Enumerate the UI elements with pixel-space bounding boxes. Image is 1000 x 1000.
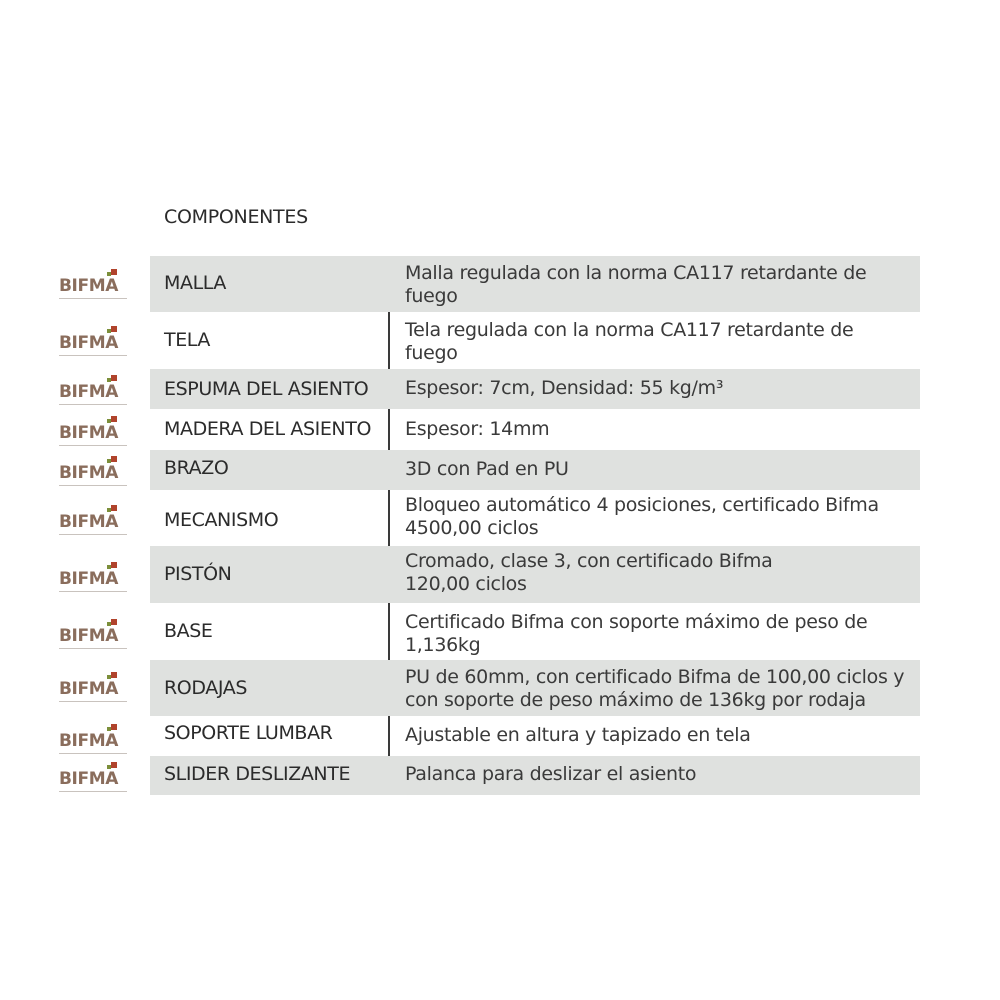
bifma-logo-text: BIFMA (59, 731, 118, 751)
bifma-mark-icon (111, 562, 117, 568)
table-row (0, 312, 1000, 369)
bifma-logo (59, 766, 127, 788)
bifma-logo-underline (59, 298, 127, 299)
bifma-logo (59, 379, 127, 401)
component-name: MECANISMO (164, 509, 279, 531)
bifma-logo (59, 330, 127, 352)
bifma-mark-icon (111, 269, 117, 275)
bifma-mark-icon (111, 762, 117, 768)
component-description: Ajustable en altura y tapizado en tela (405, 724, 751, 746)
component-name: SLIDER DESLIZANTE (164, 763, 351, 785)
table-row (0, 756, 1000, 795)
bifma-logo (59, 460, 127, 482)
bifma-logo-underline (59, 445, 127, 446)
component-name: TELA (164, 329, 211, 351)
component-name: MADERA DEL ASIENTO (164, 418, 371, 440)
bifma-logo-text: BIFMA (59, 423, 118, 443)
bifma-logo (59, 273, 127, 295)
bifma-logo-text: BIFMA (59, 569, 118, 589)
table-row (0, 450, 1000, 490)
component-description: Certificado Bifma con soporte máximo de peso de 1,136kg (405, 611, 868, 656)
component-description: Malla regulada con la norma CA117 retardante de fuego (405, 262, 867, 307)
component-name: SOPORTE LUMBAR (164, 722, 333, 744)
bifma-logo-underline (59, 791, 127, 792)
table-row (0, 603, 1000, 660)
bifma-logo-text: BIFMA (59, 626, 118, 646)
table-row (0, 716, 1000, 756)
bifma-mark-icon (111, 672, 117, 678)
bifma-logo-underline (59, 591, 127, 592)
bifma-logo-text: BIFMA (59, 333, 118, 353)
bifma-logo (59, 623, 127, 645)
component-name: MALLA (164, 272, 226, 294)
component-name: BASE (164, 620, 213, 642)
component-description: Cromado, clase 3, con certificado Bifma 120,00 ciclos (405, 550, 773, 595)
bifma-mark-icon (111, 724, 117, 730)
component-name: ESPUMA DEL ASIENTO (164, 378, 369, 400)
section-heading: COMPONENTES (164, 206, 308, 228)
bifma-logo-text: BIFMA (59, 512, 118, 532)
component-description: 3D con Pad en PU (405, 458, 569, 480)
bifma-mark-icon (111, 375, 117, 381)
bifma-logo-text: BIFMA (59, 769, 118, 789)
bifma-logo-text: BIFMA (59, 276, 118, 296)
bifma-logo-underline (59, 701, 127, 702)
table-row (0, 409, 1000, 450)
component-name: PISTÓN (164, 563, 232, 585)
bifma-logo-underline (59, 404, 127, 405)
table-row (0, 546, 1000, 603)
bifma-mark-icon (111, 456, 117, 462)
component-description: Bloqueo automático 4 posiciones, certificado Bifma 4500,00 ciclos (405, 494, 879, 539)
bifma-logo-underline (59, 534, 127, 535)
bifma-mark-icon (111, 619, 117, 625)
bifma-mark-icon (111, 505, 117, 511)
bifma-logo (59, 676, 127, 698)
bifma-logo-underline (59, 485, 127, 486)
bifma-logo-text: BIFMA (59, 679, 118, 699)
bifma-logo-text: BIFMA (59, 463, 118, 483)
bifma-logo-underline (59, 753, 127, 754)
bifma-mark-icon (111, 416, 117, 422)
component-name: RODAJAS (164, 677, 247, 699)
bifma-logo (59, 509, 127, 531)
table-row (0, 490, 1000, 546)
bifma-logo-underline (59, 648, 127, 649)
component-description: PU de 60mm, con certificado Bifma de 100,00 ciclos y con soporte de peso máximo de 136kg por rodaja (405, 666, 905, 711)
table-row (0, 256, 1000, 312)
component-description: Espesor: 14mm (405, 418, 550, 440)
table-row (0, 369, 1000, 409)
component-description: Tela regulada con la norma CA117 retardante de fuego (405, 319, 854, 364)
bifma-mark-icon (111, 326, 117, 332)
component-description: Palanca para deslizar el asiento (405, 763, 697, 785)
component-name: BRAZO (164, 457, 229, 479)
bifma-logo (59, 728, 127, 750)
bifma-logo-underline (59, 355, 127, 356)
bifma-logo (59, 420, 127, 442)
table-row (0, 660, 1000, 716)
bifma-logo-text: BIFMA (59, 382, 118, 402)
component-description: Espesor: 7cm, Densidad: 55 kg/m³ (405, 377, 724, 399)
bifma-logo (59, 566, 127, 588)
